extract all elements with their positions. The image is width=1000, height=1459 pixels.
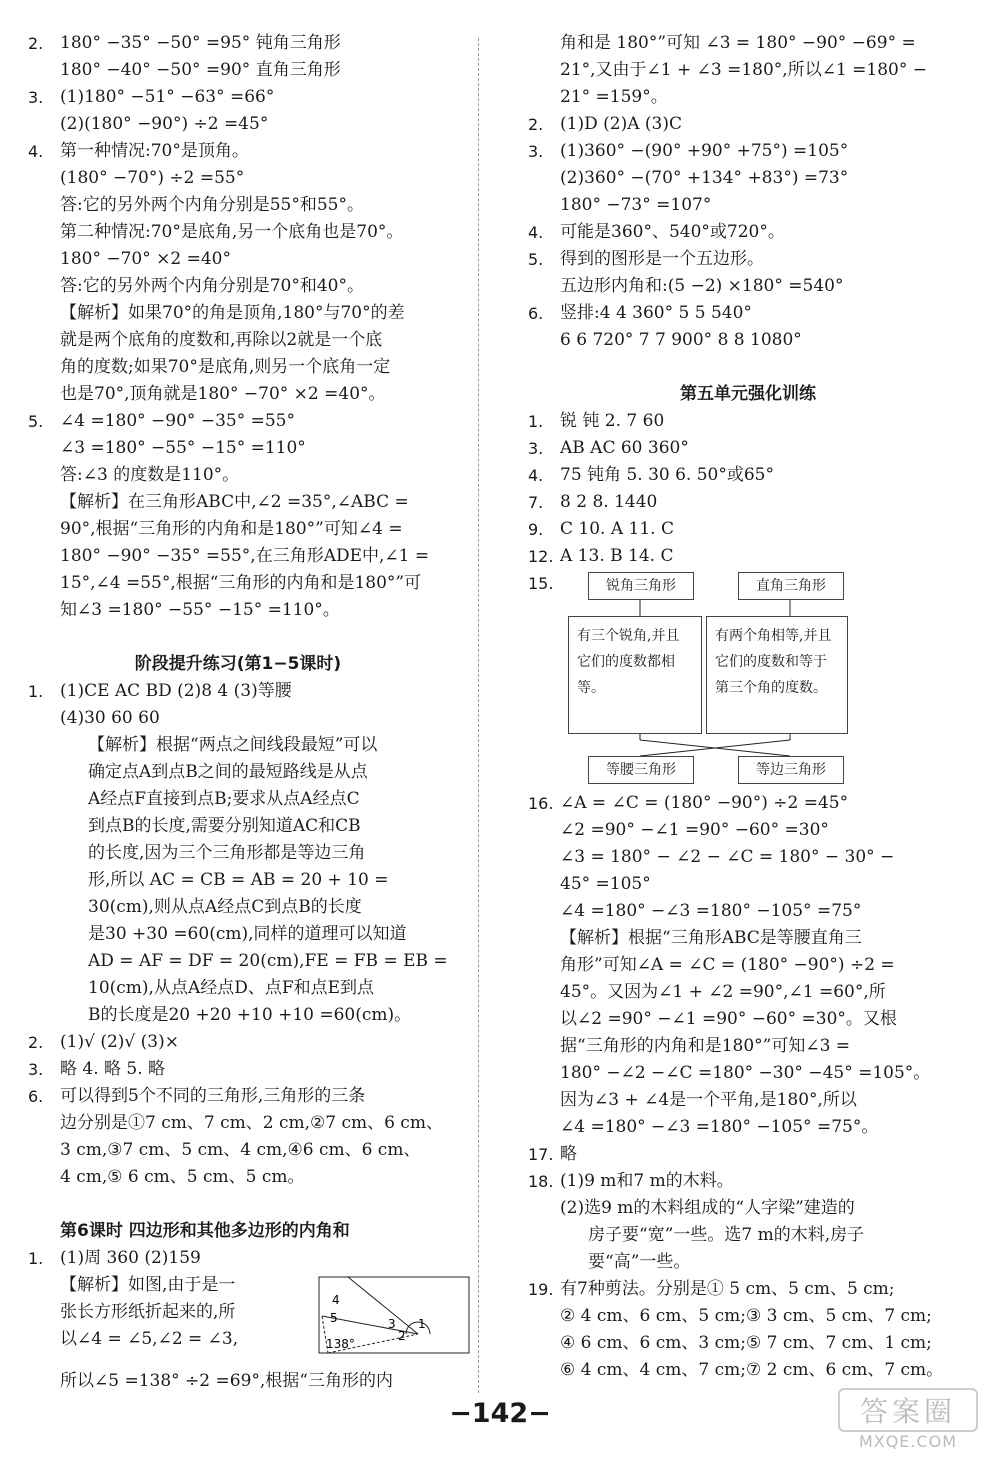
answer-text: 要“高”一些。 [588, 1252, 691, 1272]
answer-text: 【解析】根据“三角形ABC是等腰直角三 [560, 928, 862, 948]
answer-text: 45°。又因为∠1 + ∠2 =90°,∠1 =60°,所 [560, 982, 886, 1002]
answer-text: 确定点A到点B之间的最短路线是从点 [88, 762, 368, 782]
answer-line: 以∠4 = ∠5,∠2 = ∠3, [60, 1329, 239, 1349]
question-number: 18. [528, 1172, 554, 1191]
answer-line [28, 408, 448, 435]
question-number: 15. [528, 574, 554, 593]
angle-label: 1 [418, 1317, 426, 1331]
answer-text: 到点B的长度,需要分别知道AC和CB [88, 816, 361, 836]
question-number: 5. [528, 250, 544, 269]
answer-line [28, 678, 448, 705]
answer-line [528, 1060, 968, 1087]
answer-line [28, 1110, 448, 1137]
question-number: 19. [528, 1280, 554, 1299]
answer-line [528, 979, 968, 1006]
property-box: 有两个角相等,并且它们的度数和等于第三个角的度数。 [706, 616, 848, 734]
spacer [28, 624, 448, 651]
answer-line [528, 57, 968, 84]
answer-text: 知∠3 =180° −55° −15° =110°。 [60, 600, 340, 620]
answer-text: 答:它的另外两个内角分别是55°和55°。 [60, 195, 364, 215]
answer-line [528, 1195, 968, 1222]
answer-text: 竖排:4 4 360° 5 5 540° [560, 303, 752, 323]
answer-text: ∠4 =180° −90° −35° =55° [60, 411, 295, 431]
answer-line [528, 516, 968, 543]
answer-text: 有7种剪法。分别是① 5 cm、5 cm、5 cm; [560, 1279, 895, 1299]
answer-line [28, 1245, 448, 1272]
answer-text: ∠2 =90° −∠1 =90° −60° =30° [560, 820, 829, 840]
answer-line: 所以∠5 =138° ÷2 =69°,根据“三角形的内 [60, 1371, 393, 1391]
answer-line [528, 790, 968, 817]
question-number: 3. [528, 142, 544, 161]
answer-line [528, 273, 968, 300]
answer-text: 10(cm),从点A经点D、点F和点E到点 [88, 978, 375, 998]
answer-line [528, 111, 968, 138]
answer-line [528, 1006, 968, 1033]
answer-line [28, 705, 448, 732]
answer-text: 180° −73° =107° [560, 195, 712, 215]
answer-text: ∠3 =180° −55° −15° =110° [60, 438, 306, 458]
answer-text: (1)360° −(90° +90° +75°) =105° [560, 141, 849, 161]
answer-text: B的长度是20 +20 +10 +10 =60(cm)。 [88, 1005, 412, 1025]
answer-text: 答:∠3 的度数是110°。 [60, 465, 240, 485]
answer-line [528, 1141, 968, 1168]
answer-line [28, 1164, 448, 1191]
question-number: 1. [28, 682, 44, 701]
answer-text: 30(cm),则从点A经点C到点B的长度 [88, 897, 362, 917]
answer-text: ④ 6 cm、6 cm、3 cm;⑤ 7 cm、7 cm、1 cm; [560, 1333, 932, 1353]
answer-line [528, 543, 968, 570]
answer-text: 180° −35° −50° =95° 钝角三角形 [60, 33, 341, 53]
answer-text: ⑥ 4 cm、4 cm、7 cm;⑦ 2 cm、6 cm、7 cm。 [560, 1360, 944, 1380]
answer-text: 边分别是①7 cm、7 cm、2 cm,②7 cm、6 cm、 [60, 1113, 443, 1133]
answer-line [28, 327, 448, 354]
angle-label: 138° [326, 1337, 355, 1351]
answer-line [28, 867, 448, 894]
question-number: 16. [528, 794, 554, 813]
question-number: 4. [28, 142, 44, 161]
answer-line [28, 1083, 448, 1110]
answer-line: 【解析】如图,由于是一 [60, 1275, 236, 1295]
answer-text: 房子要“宽”一些。选7 m的木料,房子 [588, 1225, 865, 1245]
answer-line [528, 952, 968, 979]
answer-line [528, 165, 968, 192]
answer-line [28, 975, 448, 1002]
answer-line [28, 462, 448, 489]
answer-line [528, 898, 968, 925]
question-number: 7. [528, 493, 544, 512]
answer-line [28, 381, 448, 408]
section-title: 阶段提升练习(第1−5课时) [134, 654, 342, 674]
left-column [28, 30, 448, 1395]
answer-text: (2)选9 m的木料组成的“人字梁”建造的 [560, 1198, 855, 1218]
section-title: 第五单元强化训练 [680, 384, 816, 404]
answer-line [28, 300, 448, 327]
answer-text: (2)(180° −90°) ÷2 =45° [60, 114, 269, 134]
answer-text: A经点F直接到点B;要求从点A经点C [88, 789, 360, 809]
answer-text: 4 cm,⑤ 6 cm、5 cm、5 cm。 [60, 1167, 305, 1187]
question-number: 2. [528, 115, 544, 134]
question-number: 1. [28, 1249, 44, 1268]
answer-text: 可以得到5个不同的三角形,三角形的三条 [60, 1086, 366, 1106]
answer-text: 15°,∠4 =55°,根据“三角形的内角和是180°”可 [60, 573, 422, 593]
answer-line [528, 192, 968, 219]
answer-line [528, 844, 968, 871]
angle-label: 4 [332, 1293, 340, 1307]
answer-text: AD = AF = DF = 20(cm),FE = FB = EB = [88, 951, 448, 971]
answer-line [28, 543, 448, 570]
answer-line [528, 1276, 968, 1303]
question-number: 4. [528, 223, 544, 242]
section-heading [28, 1218, 448, 1245]
answer-line [528, 30, 968, 57]
question-number: 17. [528, 1145, 554, 1164]
answer-text: C 10. A 11. C [560, 519, 674, 539]
answer-text: 【解析】在三角形ABC中,∠2 =35°,∠ABC = [60, 492, 409, 512]
question-number: 2. [28, 1033, 44, 1052]
answer-text: (1)周 360 (2)159 [60, 1248, 201, 1268]
answer-line [28, 570, 448, 597]
watermark-url: MXQE.COM [858, 1432, 958, 1451]
answer-text: 可能是360°、540°或720°。 [560, 222, 785, 242]
answer-text: ∠4 =180° −∠3 =180° −105° =75° [560, 901, 862, 921]
answer-line [528, 1249, 968, 1276]
question-number: 12. [528, 547, 554, 566]
answer-line [28, 732, 448, 759]
answer-text: 6 6 720° 7 7 900° 8 8 1080° [560, 330, 802, 350]
answer-line [528, 246, 968, 273]
answer-line [28, 1056, 448, 1083]
right-column [528, 30, 968, 1384]
triangle-type-box: 等腰三角形 [588, 756, 694, 784]
answer-text: 21°,又由于∠1 + ∠3 =180°,所以∠1 =180° − [560, 60, 928, 80]
answer-line [28, 1137, 448, 1164]
answer-line [528, 84, 968, 111]
answer-text: ② 4 cm、6 cm、5 cm;③ 3 cm、5 cm、7 cm; [560, 1306, 932, 1326]
answer-line [28, 111, 448, 138]
answer-text: 就是两个底角的度数和,再除以2就是一个底 [60, 330, 383, 350]
figure-explanation-text [60, 1272, 310, 1353]
answer-line [528, 925, 968, 952]
answer-line [28, 273, 448, 300]
answer-text: 角形”可知∠A = ∠C = (180° −90°) ÷2 = [560, 955, 895, 975]
answer-line [28, 354, 448, 381]
question-number: 3. [28, 1060, 44, 1079]
question-number: 2. [28, 34, 44, 53]
question-number: 3. [528, 439, 544, 458]
answer-line [28, 165, 448, 192]
classification-diagram [568, 570, 888, 782]
answer-text: 略 4. 略 5. 略 [60, 1059, 166, 1079]
question-number: 9. [528, 520, 544, 539]
question-number: 5. [28, 412, 44, 431]
answer-line [528, 871, 968, 898]
answer-line [528, 1222, 968, 1249]
watermark-logo [838, 1388, 978, 1451]
answer-text: 180° −40° −50° =90° 直角三角形 [60, 60, 341, 80]
answer-line [28, 219, 448, 246]
folded-rectangle-figure [318, 1276, 470, 1354]
question-number: 4. [528, 466, 544, 485]
answer-text: 3 cm,③7 cm、5 cm、4 cm,④6 cm、6 cm、 [60, 1140, 421, 1160]
answer-line [528, 435, 968, 462]
triangle-type-box: 锐角三角形 [588, 572, 694, 600]
answer-line [528, 219, 968, 246]
answer-line [528, 1357, 968, 1384]
answer-text: 据“三角形的内角和是180°”可知∠3 = [560, 1036, 851, 1056]
answer-line [528, 1114, 968, 1141]
answer-line [28, 786, 448, 813]
answer-line [528, 1330, 968, 1357]
answer-line [528, 1087, 968, 1114]
answer-line [28, 516, 448, 543]
answer-line [28, 894, 448, 921]
answer-text: 180° −70° ×2 =40° [60, 249, 231, 269]
answer-text: AB AC 60 360° [560, 438, 689, 458]
answer-text: 180° −90° −35° =55°,在三角形ADE中,∠1 = [60, 546, 430, 566]
question-15-block [528, 570, 968, 790]
answer-text: 第二种情况:70°是底角,另一个底角也是70°。 [60, 222, 404, 242]
section-heading [528, 381, 968, 408]
answer-line [28, 84, 448, 111]
answer-text: 180° −∠2 −∠C =180° −30° −45° =105°。 [560, 1063, 931, 1083]
answer-text: 角的度数;如果70°是底角,则另一个底角一定 [60, 357, 391, 377]
answer-text: (1)9 m和7 m的木料。 [560, 1171, 734, 1191]
answer-text: (1)D (2)A (3)C [560, 114, 682, 134]
answer-line [528, 1303, 968, 1330]
answer-line [28, 840, 448, 867]
answer-text: (4)30 60 60 [60, 708, 160, 728]
spacer [528, 354, 968, 381]
answer-line [28, 138, 448, 165]
answer-text: 锐 钝 2. 7 60 [560, 411, 665, 431]
angle-label: 2 [398, 1329, 406, 1343]
answer-text: 也是70°,顶角就是180° −70° ×2 =40°。 [60, 384, 386, 404]
answer-text: 五边形内角和:(5 −2) ×180° =540° [560, 276, 844, 296]
answer-text: 略 [560, 1144, 577, 1164]
answer-text: (1)180° −51° −63° =66° [60, 87, 275, 107]
answer-text: 90°,根据“三角形的内角和是180°”可知∠4 = [60, 519, 403, 539]
answer-line [28, 948, 448, 975]
answer-line [528, 300, 968, 327]
figure-explanation [28, 1272, 448, 1368]
triangle-type-box: 等边三角形 [738, 756, 844, 784]
answer-line [28, 1029, 448, 1056]
answer-line [28, 489, 448, 516]
answer-text: ∠4 =180° −∠3 =180° −105° =75°。 [560, 1117, 879, 1137]
answer-line [528, 138, 968, 165]
answer-text: 因为∠3 + ∠4是一个平角,是180°,所以 [560, 1090, 857, 1110]
answer-line [28, 921, 448, 948]
section-heading [28, 651, 448, 678]
answer-text: 以∠2 =90° −∠1 =90° −60° =30°。又根 [560, 1009, 897, 1029]
answer-text: 是30 +30 =60(cm),同样的道理可以知道 [88, 924, 407, 944]
question-number: 3. [28, 88, 44, 107]
page-number: −142− [449, 1398, 551, 1429]
answer-text: 【解析】根据“两点之间线段最短”可以 [88, 735, 378, 755]
answer-text: 答:它的另外两个内角分别是70°和40°。 [60, 276, 364, 296]
answer-text: 得到的图形是一个五边形。 [560, 249, 764, 269]
answer-line [28, 57, 448, 84]
question-number: 6. [528, 304, 544, 323]
spacer [28, 1191, 448, 1218]
watermark-text: 答案圈 [838, 1388, 978, 1432]
answer-text: (1)√ (2)√ (3)× [60, 1032, 179, 1052]
answer-line [528, 327, 968, 354]
triangle-type-box: 直角三角形 [738, 572, 844, 600]
answer-line [528, 817, 968, 844]
answer-line [28, 1002, 448, 1029]
answer-line [28, 597, 448, 624]
answer-text: 形,所以 AC = CB = AB = 20 + 10 = [88, 870, 389, 890]
property-box: 有三个锐角,并且它们的度数都相等。 [568, 616, 702, 734]
answer-line [28, 246, 448, 273]
column-divider [478, 38, 479, 1393]
answer-text: ∠3 = 180° − ∠2 − ∠C = 180° − 30° − [560, 847, 895, 867]
answer-text: (180° −70°) ÷2 =55° [60, 168, 245, 188]
answer-text: (1)CE AC BD (2)8 4 (3)等腰 [60, 681, 292, 701]
answer-line [528, 1168, 968, 1195]
answer-text: (2)360° −(70° +134° +83°) =73° [560, 168, 849, 188]
answer-line [528, 489, 968, 516]
answer-line [28, 30, 448, 57]
answer-text: 8 2 8. 1440 [560, 492, 658, 512]
section-title: 第6课时 四边形和其他多边形的内角和 [60, 1221, 350, 1241]
answer-text: 【解析】如果70°的角是顶角,180°与70°的差 [60, 303, 405, 323]
answer-line [28, 813, 448, 840]
angle-label: 5 [330, 1311, 338, 1325]
answer-line [528, 1033, 968, 1060]
answer-text: 21° =159°。 [560, 87, 668, 107]
answer-text: 的长度,因为三个三角形都是等边三角 [88, 843, 366, 863]
answer-line: 张长方形纸折起来的,所 [60, 1302, 236, 1322]
question-number: 1. [528, 412, 544, 431]
answer-text: A 13. B 14. C [560, 546, 674, 566]
answer-text: ∠A = ∠C = (180° −90°) ÷2 =45° [560, 793, 849, 813]
question-number: 6. [28, 1087, 44, 1106]
angle-label: 3 [388, 1317, 396, 1331]
answer-line [528, 462, 968, 489]
answer-text: 75 钝角 5. 30 6. 50°或65° [560, 465, 774, 485]
answer-text: 第一种情况:70°是顶角。 [60, 141, 249, 161]
answer-text: 角和是 180°”可知 ∠3 = 180° −90° −69° = [560, 33, 916, 53]
answer-line [28, 192, 448, 219]
answer-line [528, 408, 968, 435]
answer-text: 45° =105° [560, 874, 651, 894]
answer-line [28, 435, 448, 462]
answer-line [28, 759, 448, 786]
